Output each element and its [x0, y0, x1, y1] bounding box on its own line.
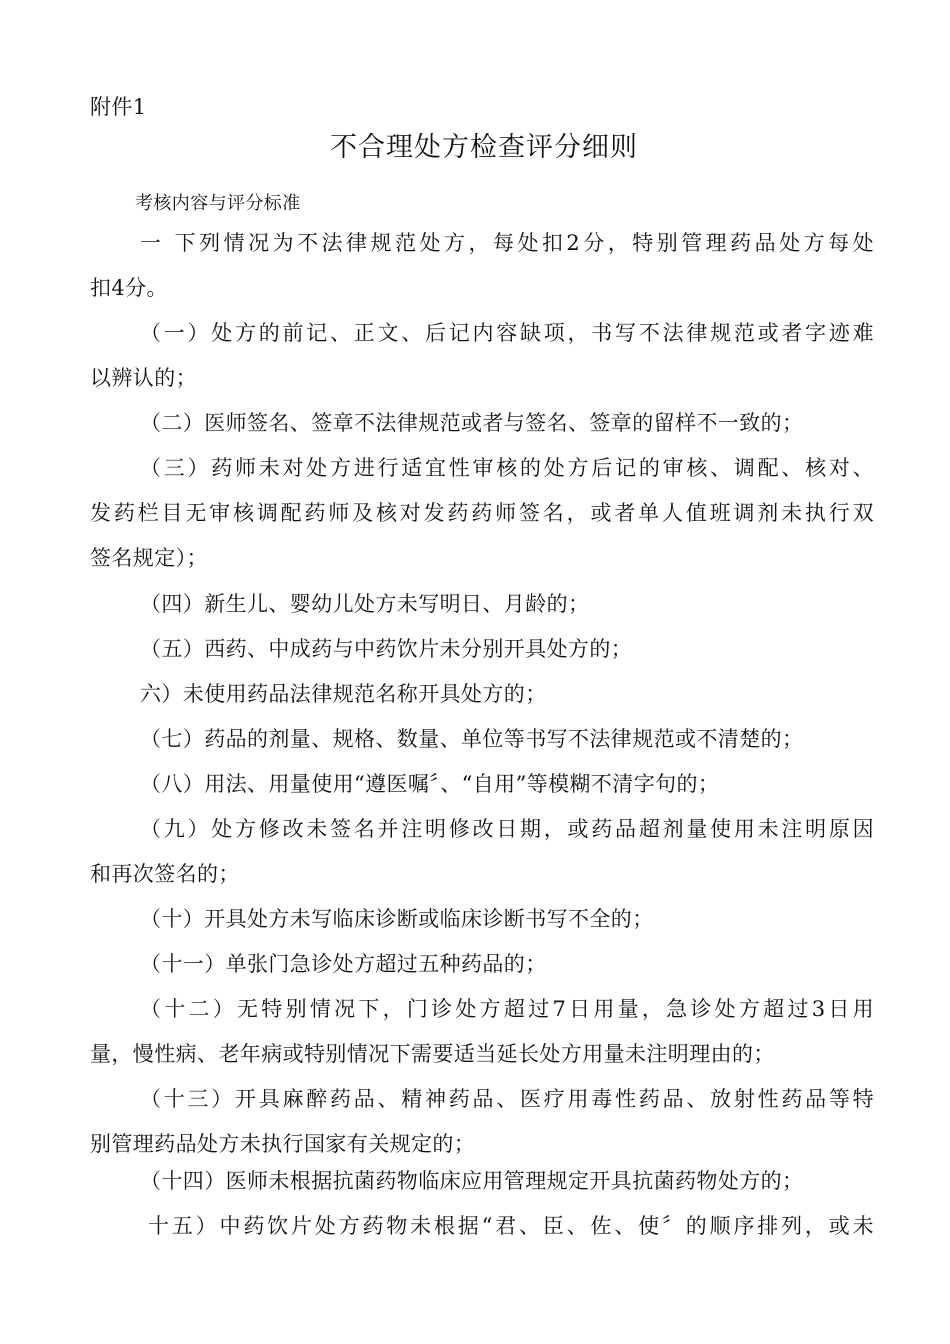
section-subtitle: 考核内容与评分标准 — [135, 193, 301, 214]
body-line-6: （三）药师未对处方进行适宜性审核的处方后记的审核、调配、核对、 — [140, 456, 874, 480]
body-line-23: 十五）中药饮片处方药物未根据“君、臣、佐、使〞的顺序排列，或未 — [148, 1214, 874, 1238]
body-line-4: 以辨认的； — [90, 366, 197, 390]
attachment-label: 附件1 — [90, 95, 147, 119]
body-line-11: 六）未使用药品法律规范名称开具处方的； — [140, 682, 547, 706]
document-title: 不合理处方检查评分细则 — [330, 132, 638, 163]
body-line-10: （五）西药、中成药与中药饮片未分别开具处方的； — [140, 637, 633, 661]
body-line-9: （四）新生儿、婴幼儿处方未写明日、月龄的； — [140, 592, 590, 616]
body-line-3: （一）处方的前记、正文、后记内容缺项，书写不法律规范或者字迹难 — [140, 321, 874, 345]
body-line-19: 量，慢性病、老年病或特别情况下需要适当延长处方用量未注明理由的； — [90, 1042, 775, 1066]
body-line-7: 发药栏目无审核调配药师及核对发药药师签名，或者单人值班调剂未执行双 — [90, 501, 874, 525]
body-line-1: 一 下列情况为不法律规范处方，每处扣2分，特别管理药品处方每处 — [140, 231, 874, 255]
body-line-16: （十）开具处方未写临床诊断或临床诊断书写不全的； — [140, 907, 654, 931]
body-line-20: （十三）开具麻醉药品、精神药品、医疗用毒性药品、放射性药品等特 — [140, 1087, 874, 1111]
body-line-13: （八）用法、用量使用“遵医嘱〞、“自用”等模糊不清字句的； — [140, 772, 720, 796]
body-line-2: 扣4分。 — [90, 276, 168, 300]
body-line-17: （十一）单张门急诊处方超过五种药品的； — [140, 952, 547, 976]
body-line-8: 签名规定）； — [90, 546, 208, 570]
body-line-12: （七）药品的剂量、规格、数量、单位等书写不法律规范或不清楚的； — [140, 727, 804, 751]
body-line-14: （九）处方修改未签名并注明修改日期，或药品超剂量使用未注明原因 — [140, 817, 874, 841]
body-line-18: （十二）无特别情况下，门诊处方超过7日用量，急诊处方超过3日用 — [140, 997, 874, 1021]
body-line-21: 别管理药品处方未执行国家有关规定的； — [90, 1132, 476, 1156]
body-line-22: （十四）医师未根据抗菌药物临床应用管理规定开具抗菌药物处方的； — [140, 1169, 804, 1193]
body-line-5: （二）医师签名、签章不法律规范或者与签名、签章的留样不一致的； — [140, 411, 804, 435]
body-line-15: 和再次签名的； — [90, 862, 240, 886]
